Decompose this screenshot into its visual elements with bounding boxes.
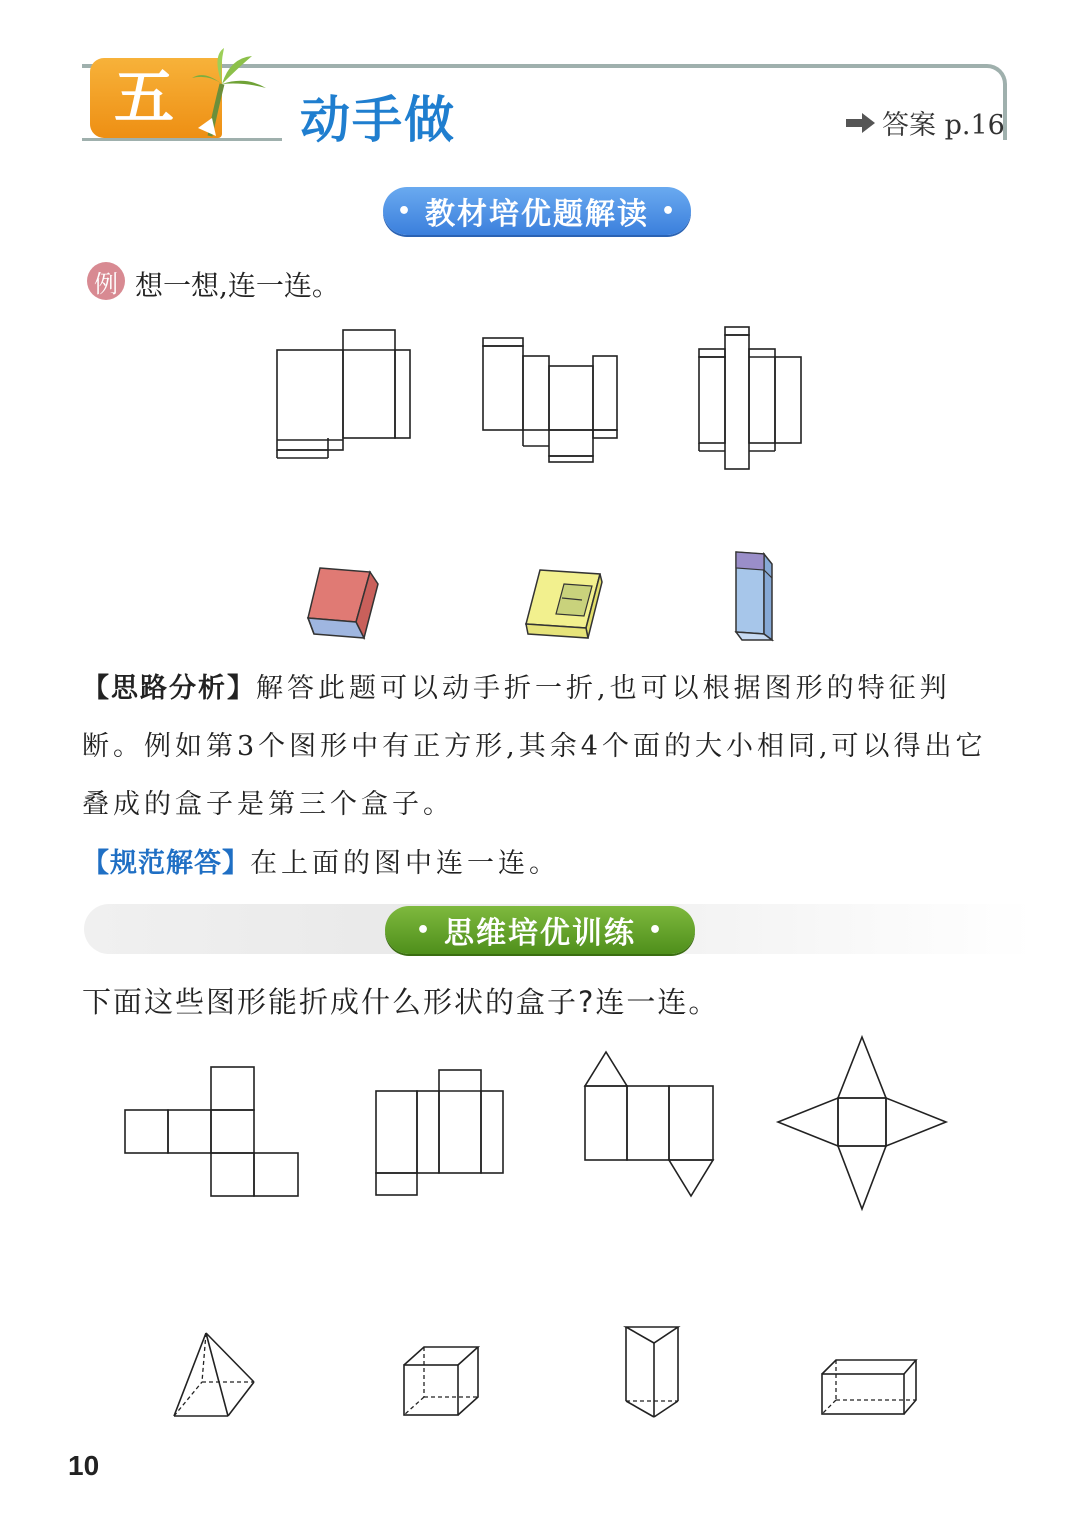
solid-cuboid — [820, 1358, 920, 1418]
example-net-2 — [482, 336, 622, 466]
answer-reference[interactable] — [846, 103, 1005, 142]
example-prompt: 想一想,连一连。 — [135, 269, 340, 302]
palm-tree-icon — [190, 48, 270, 138]
example-net-3 — [698, 327, 808, 477]
solid-prism — [624, 1325, 684, 1421]
practice-net-cube — [124, 1066, 304, 1198]
box-red — [306, 562, 386, 644]
analysis-text: 解答此题可以动手折一折,也可以根据图形的特征判断。例如第3个图形中有正方形,其余4个面的大小相同,可以得出它叠成的盒子是第三个盒子。 — [82, 673, 987, 820]
unit-number: 五 — [114, 63, 174, 133]
page-title: 动手做 — [300, 91, 456, 149]
practice-net-cuboid — [375, 1069, 509, 1197]
standard-answer-text: 在上面的图中连一连。 — [250, 848, 560, 879]
practice-net-pyramid — [776, 1035, 950, 1213]
solid-pyramid — [172, 1330, 258, 1422]
standard-answer — [82, 835, 560, 893]
practice-net-prism — [583, 1050, 717, 1200]
solid-cube — [402, 1345, 482, 1419]
arrow-right-icon — [846, 111, 876, 135]
training-banner-label: 思维培优训练 — [444, 916, 636, 951]
textbook-banner-label: 教材培优题解读 — [425, 197, 649, 232]
training-section-banner: • 思维培优训练 • — [385, 906, 695, 954]
example-badge: 例 — [87, 262, 125, 300]
practice-question: 下面这些图形能折成什么形状的盒子?连一连。 — [82, 985, 720, 1019]
standard-answer-label: 【规范解答】 — [82, 848, 250, 879]
box-blue — [728, 548, 778, 644]
title-base-line — [82, 138, 282, 141]
answer-ref-text: 答案 p.16 — [882, 110, 1005, 141]
textbook-section-banner: • 教材培优题解读 • — [383, 187, 691, 235]
page-number: 10 — [68, 1450, 100, 1481]
analysis-paragraph — [82, 660, 1002, 834]
example-net-1 — [276, 330, 416, 462]
box-yellow — [522, 566, 606, 646]
analysis-label: 【思路分析】 — [82, 673, 256, 704]
